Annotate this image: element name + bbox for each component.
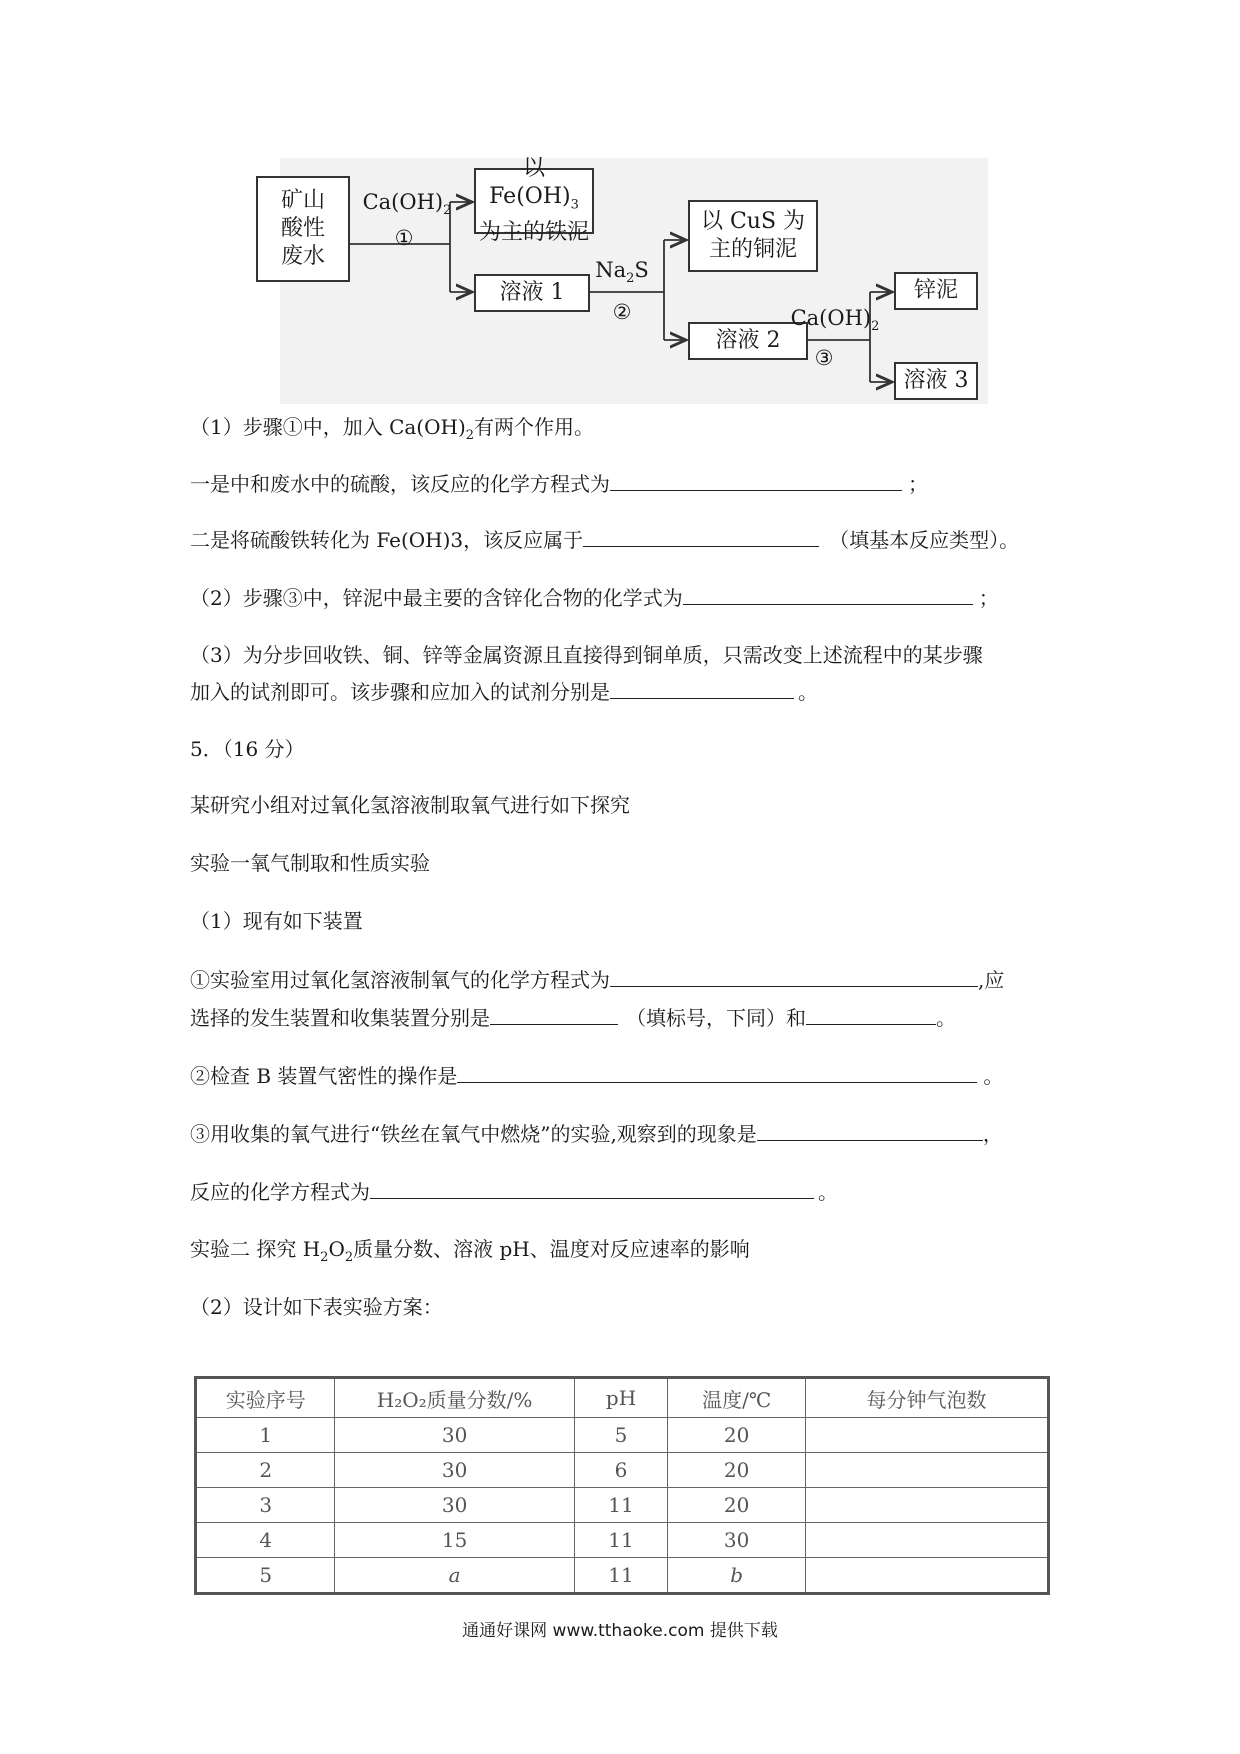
cell-ph: 11 <box>574 1523 668 1558</box>
copper-mud-line-2: 主的铜泥 <box>708 237 797 262</box>
acid-wastewater-line-2: 酸性 <box>280 216 325 241</box>
reagent-2-label <box>582 258 662 291</box>
cell-temperature: 20 <box>668 1418 806 1453</box>
reagent-2-formula: Na <box>595 258 627 282</box>
table-row <box>196 1523 1049 1558</box>
step-2-marker: ② <box>612 300 632 324</box>
process-flowchart <box>280 155 988 404</box>
experiment-2-subscript-2: 2 <box>344 1250 354 1265</box>
sub-q1-line-2-mid: （填标号，下同）和 <box>626 1006 806 1030</box>
cell-trial: 1 <box>196 1418 335 1453</box>
answer-blank-q3[interactable] <box>610 676 794 699</box>
q1-part-a-text: 一是中和废水中的硫酸，该反应的化学方程式为 <box>190 472 610 496</box>
cell-fraction: 15 <box>335 1523 574 1558</box>
answer-blank-s1-collector[interactable] <box>806 1002 936 1025</box>
iron-mud-line-2: 为主的铁泥 <box>478 220 589 246</box>
header-ph: pH <box>574 1378 668 1418</box>
experiment-2-oxygen: O <box>328 1237 345 1261</box>
step-1-marker: ① <box>394 226 414 250</box>
cell-ph: 11 <box>574 1558 668 1594</box>
answer-blank-q1a[interactable] <box>610 468 902 491</box>
reagent-1-label <box>362 190 452 223</box>
q3-line-1: （3）为分步回收铁、铜、锌等金属资源且直接得到铜单质，只需改变上述流程中的某步骤 <box>190 643 983 667</box>
cell-bubbles[interactable] <box>805 1418 1048 1453</box>
sub-q3-line-2 <box>190 1176 838 1207</box>
experiment-1-heading: 实验一氧气制取和性质实验 <box>190 851 430 875</box>
q1-intro-subscript: 2 <box>465 428 475 443</box>
solution-3-box <box>894 362 978 400</box>
header-bubbles-per-minute: 每分钟气泡数 <box>805 1378 1048 1418</box>
solution-1-label: 溶液 1 <box>499 280 565 305</box>
reagent-3-formula: Ca(OH) <box>790 306 872 330</box>
step-3-marker: ③ <box>814 346 834 370</box>
header-temperature: 温度/℃ <box>668 1378 806 1418</box>
q1-intro <box>190 412 594 451</box>
sub-q1-line-2 <box>190 1002 956 1033</box>
answer-blank-s1-equation[interactable] <box>610 964 978 987</box>
reagent-3-label <box>780 306 890 339</box>
experiment-2-heading <box>190 1234 750 1273</box>
cell-ph: 6 <box>574 1453 668 1488</box>
answer-blank-s3-equation[interactable] <box>370 1176 814 1199</box>
sub-q3-line-2-text: 反应的化学方程式为 <box>190 1180 370 1204</box>
reagent-2-subscript: 2 <box>626 271 635 287</box>
answer-blank-q1b[interactable] <box>583 524 819 547</box>
table-header-row <box>196 1378 1049 1418</box>
cell-fraction: a <box>335 1558 574 1594</box>
table-row <box>196 1558 1049 1594</box>
cell-trial: 4 <box>196 1523 335 1558</box>
problem-5-q2: （2）设计如下表实验方案： <box>190 1295 443 1319</box>
cell-fraction: 30 <box>335 1453 574 1488</box>
cell-fraction: 30 <box>335 1418 574 1453</box>
cell-ph: 5 <box>574 1418 668 1453</box>
cell-fraction: 30 <box>335 1488 574 1523</box>
reagent-1-formula: Ca(OH) <box>362 190 444 214</box>
q1-intro-text: （1）步骤①中，加入 Ca(OH) <box>190 415 466 439</box>
solution-1-box <box>474 274 590 312</box>
acid-wastewater-box <box>256 176 350 282</box>
q3-line-2-end: 。 <box>798 680 818 704</box>
answer-blank-q2[interactable] <box>683 582 973 605</box>
sub-q3-line-2-end: 。 <box>818 1180 838 1204</box>
problem-5-intro: 某研究小组对过氧化氢溶液制取氧气进行如下探究 <box>190 793 630 817</box>
cell-temperature: 30 <box>668 1523 806 1558</box>
cell-trial: 5 <box>196 1558 335 1594</box>
reagent-1-subscript: 2 <box>443 203 452 219</box>
q2-end: ； <box>978 586 999 610</box>
sub-q2-text: ②检查 B 装置气密性的操作是 <box>190 1064 458 1088</box>
header-trial-no: 实验序号 <box>196 1378 335 1418</box>
sub-q3-line-1 <box>190 1118 1003 1149</box>
reagent-3-subscript: 2 <box>871 319 880 335</box>
cell-bubbles[interactable] <box>805 1558 1048 1594</box>
cell-ph: 11 <box>574 1488 668 1523</box>
answer-blank-s3-phenomenon[interactable] <box>757 1118 983 1141</box>
q1-part-b-text: 二是将硫酸铁转化为 Fe(OH)3，该反应属于 <box>190 528 584 552</box>
cell-temperature: 20 <box>668 1488 806 1523</box>
q3-line-2-text: 加入的试剂即可。该步骤和应加入的试剂分别是 <box>190 680 610 704</box>
q1-part-a <box>190 468 928 499</box>
header-h2o2-fraction: H₂O₂质量分数/% <box>335 1378 574 1418</box>
sub-q1-line-2-end: 。 <box>936 1006 956 1030</box>
q1-intro-tail: 有两个作用。 <box>474 415 595 439</box>
reagent-2-tail: S <box>634 258 649 282</box>
sub-q1-line-2-text: 选择的发生装置和收集装置分别是 <box>190 1006 490 1030</box>
q2-line <box>190 582 999 613</box>
table-row <box>196 1488 1049 1523</box>
table-row <box>196 1418 1049 1453</box>
sub-q3-line-1-text: ③用收集的氧气进行“铁丝在氧气中燃烧”的实验,观察到的现象是 <box>190 1122 757 1146</box>
iron-mud-line-1 <box>476 155 592 219</box>
q1-part-b-end: （填基本反应类型）。 <box>829 528 1020 552</box>
sub-q1-line-1-end: ,应 <box>978 968 1005 992</box>
copper-mud-line-1: 以 CuS 为 <box>700 209 806 234</box>
answer-blank-s2[interactable] <box>457 1060 977 1083</box>
solution-2-label: 溶液 2 <box>715 328 781 353</box>
experiment-2-subscript-1: 2 <box>320 1250 329 1265</box>
sub-q3-line-1-end: ， <box>982 1122 1003 1146</box>
cell-bubbles[interactable] <box>805 1523 1048 1558</box>
acid-wastewater-line-1: 矿山 <box>280 188 325 213</box>
problem-5-q1: （1）现有如下装置 <box>190 909 363 933</box>
cell-bubbles[interactable] <box>805 1453 1048 1488</box>
zinc-mud-label: 锌泥 <box>913 278 958 303</box>
q2-text: （2）步骤③中，锌泥中最主要的含锌化合物的化学式为 <box>190 586 683 610</box>
q1-part-b <box>190 524 1019 555</box>
iron-mud-formula: 以 Fe(OH) <box>489 155 571 209</box>
zinc-mud-box <box>894 272 978 310</box>
answer-blank-s1-generator[interactable] <box>490 1002 618 1025</box>
table-row <box>196 1453 1049 1488</box>
cell-trial: 3 <box>196 1488 335 1523</box>
cell-bubbles[interactable] <box>805 1488 1048 1523</box>
iron-mud-subscript: 3 <box>570 197 579 213</box>
q1-part-a-end: ； <box>908 472 928 496</box>
solution-3-label: 溶液 3 <box>903 368 969 393</box>
cell-temperature: 20 <box>668 1453 806 1488</box>
sub-q1-line-1 <box>190 964 1004 995</box>
experiment-table <box>194 1376 1050 1595</box>
iron-mud-box <box>474 155 594 246</box>
experiment-2-heading-start: 实验二 探究 H <box>190 1237 321 1261</box>
cell-trial: 2 <box>196 1453 335 1488</box>
problem-5-title: 5．（16 分） <box>190 737 305 761</box>
copper-mud-box <box>688 200 818 272</box>
sub-q2-line <box>190 1060 1003 1091</box>
q3-line-2 <box>190 676 818 707</box>
sub-q2-end: 。 <box>983 1064 1004 1088</box>
experiment-2-heading-end: 质量分数、溶液 pH、温度对反应速率的影响 <box>353 1237 750 1261</box>
cell-temperature: b <box>668 1558 806 1594</box>
acid-wastewater-line-3: 废水 <box>280 244 325 269</box>
page-footer: 通通好课网 www.tthaoke.com 提供下载 <box>462 1621 778 1641</box>
sub-q1-line-1-text: ①实验室用过氧化氢溶液制氧气的化学方程式为 <box>190 968 610 992</box>
